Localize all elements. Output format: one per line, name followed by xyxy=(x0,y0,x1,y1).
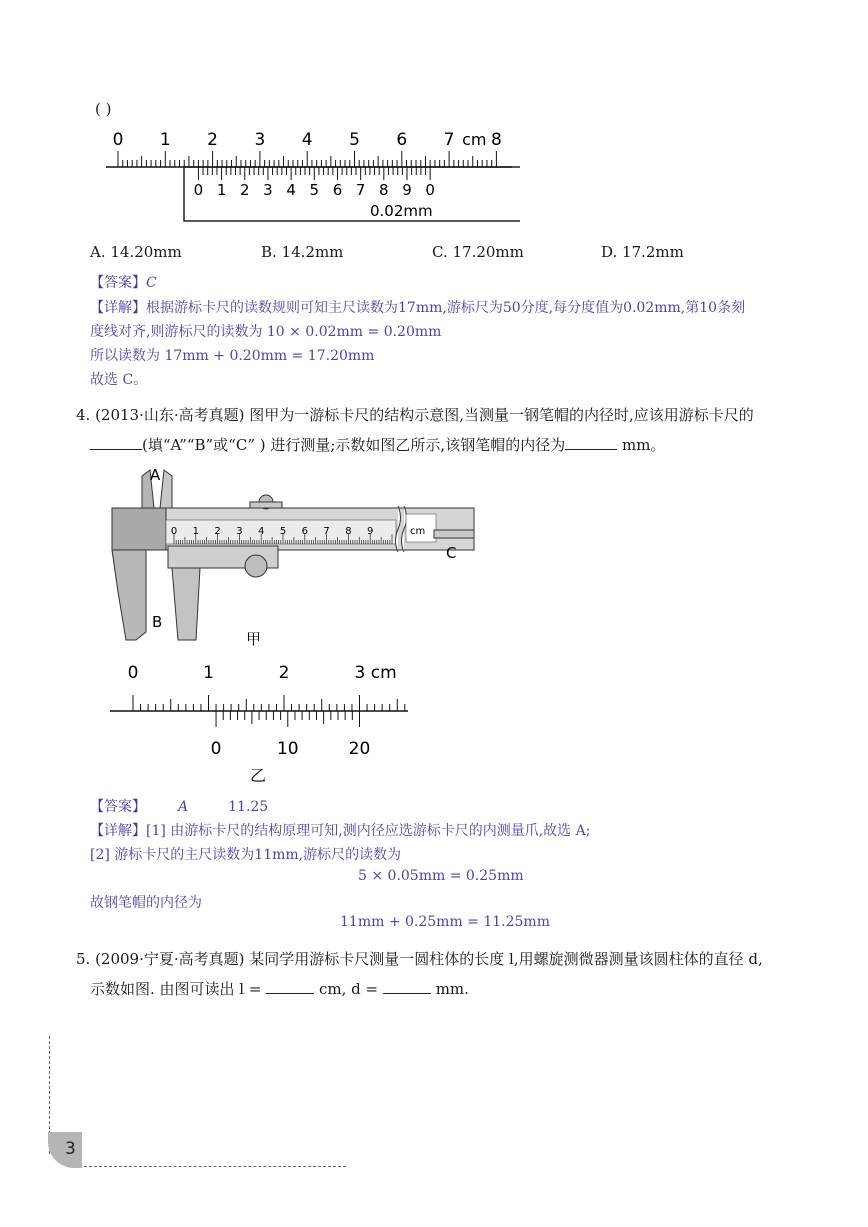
vernier-label: 0 xyxy=(210,739,222,759)
q4-detail-2: [2] 游标卡尺的主尺读数为11mm,游标尺的读数为 xyxy=(90,847,402,863)
vernier-diagram-q4 xyxy=(106,660,416,788)
q4-stem-line2 xyxy=(90,434,665,455)
answer-parentheses: ( ) xyxy=(95,100,112,118)
q3-answer xyxy=(90,272,157,292)
page-number: 3 xyxy=(65,1139,76,1159)
caliper-scale-label: 8 xyxy=(345,526,352,537)
vernier-label: 4 xyxy=(286,181,296,199)
main-scale-label: 1 xyxy=(159,130,171,150)
main-scale-label: 4 xyxy=(301,130,313,150)
main-scale-label: 2 xyxy=(278,663,290,683)
q3-detail-2: 度线对齐,则游标尺的读数为 10 × 0.02mm = 0.20mm xyxy=(90,324,442,340)
q5-stem-line2 xyxy=(90,978,469,999)
main-scale-label: 5 xyxy=(349,130,360,150)
main-scale-label: 1 xyxy=(203,663,214,683)
answer-tag: 【答案】 xyxy=(90,799,146,815)
q3-detail-4: 故选 C。 xyxy=(90,372,148,388)
answer-2: 11.25 xyxy=(228,799,269,815)
q3-detail-3: 所以读数为 17mm + 0.20mm = 17.20mm xyxy=(90,348,375,364)
caliper-scale-label: 7 xyxy=(323,526,330,537)
answer-1: A xyxy=(178,799,189,815)
blank-2[interactable] xyxy=(565,435,617,450)
caliper-figure xyxy=(106,462,486,647)
label-a: A xyxy=(150,466,161,484)
vernier-diagram-q3 xyxy=(100,126,520,226)
option-c[interactable]: C. 17.20mm xyxy=(432,243,524,261)
caliper-scale-label: 6 xyxy=(301,526,308,537)
main-scale-label: 6 xyxy=(396,130,408,150)
q5-stem-line1: 5. (2009·宁夏·高考真题) 某同学用游标卡尺测量一圆柱体的长度 l,用螺旋测微器测量该圆柱体的直径 d, xyxy=(76,950,763,968)
main-scale-label: 3 xyxy=(254,130,266,150)
detail-tag: 【详解】 xyxy=(90,300,146,316)
caliper-scale-label: 1 xyxy=(192,526,199,537)
label-c: C xyxy=(446,544,457,562)
vernier-label: 8 xyxy=(379,181,389,199)
caliper-scale-label: 9 xyxy=(367,526,374,537)
main-scale-label: 7 xyxy=(443,130,455,150)
main-scale-label: 3 cm xyxy=(354,663,397,683)
q4-detail-1 xyxy=(90,820,590,840)
q4-stem-mid: (填“A”“B”或“C” ) 进行测量;示数如图乙所示,该钢笔帽的内径为 xyxy=(142,436,566,454)
vernier-label: 5 xyxy=(309,181,320,199)
blank-d[interactable] xyxy=(383,979,431,994)
answer-value: C xyxy=(146,275,157,291)
vernier-label: 2 xyxy=(239,181,250,199)
q4-detail-3: 故钢笔帽的内径为 xyxy=(90,895,202,911)
footer-dashed-line xyxy=(84,1166,346,1167)
vernier-label: 0 xyxy=(193,181,204,199)
q4-stem-end: mm。 xyxy=(621,436,666,454)
answer-tag: 【答案】 xyxy=(90,275,146,291)
vernier-label: 9 xyxy=(402,181,412,199)
blank-l[interactable] xyxy=(266,979,314,994)
main-scale-label: 0 xyxy=(112,130,124,150)
precision-label: 0.02mm xyxy=(370,202,433,220)
caliper-scale-label: 2 xyxy=(214,526,221,537)
caliper-scale-label: 4 xyxy=(258,526,265,537)
q5-stem-mid: cm, d = xyxy=(319,980,379,998)
detail-text: [1] 由游标卡尺的结构原理可知,测内径应选游标卡尺的内测量爪,故选 A; xyxy=(146,823,591,839)
page-number-badge xyxy=(48,1132,82,1168)
detail-text: 根据游标卡尺的读数规则可知主尺读数为17mm,游标尺为50分度,每分度值为0.02mm,第10条刻 xyxy=(146,300,746,316)
q4-stem-line1: 4. (2013·山东·高考真题) 图甲为一游标卡尺的结构示意图,当测量一钢笔帽的内径时,应该用游标卡尺的 xyxy=(76,406,754,424)
detail-tag: 【详解】 xyxy=(90,823,146,839)
unit-label: cm xyxy=(462,130,487,149)
cm-mark: cm xyxy=(410,526,426,537)
figure-caption-jia: 甲 xyxy=(246,630,262,647)
option-b[interactable]: B. 14.2mm xyxy=(261,243,344,261)
vernier-label: 6 xyxy=(332,181,343,199)
main-scale-label: 2 xyxy=(207,130,219,150)
vernier-label: 0 xyxy=(425,181,435,199)
q4-detail-eq2: 11mm + 0.25mm = 11.25mm xyxy=(340,914,550,930)
caliper-scale-label: 0 xyxy=(170,526,178,537)
q4-answer xyxy=(90,796,268,816)
option-a[interactable]: A. 14.20mm xyxy=(90,243,182,261)
main-scale-label: 0 xyxy=(127,663,139,683)
vernier-label: 20 xyxy=(348,739,371,759)
caliper-scale-label: 3 xyxy=(236,526,243,537)
q4-detail-eq1: 5 × 0.05mm = 0.25mm xyxy=(358,868,524,884)
vernier-label: 1 xyxy=(216,181,227,199)
main-scale-label: 8 xyxy=(490,130,502,150)
option-d[interactable]: D. 17.2mm xyxy=(601,243,684,261)
q5-stem-start: 示数如图. 由图可读出 l = xyxy=(90,980,262,998)
vernier-label: 10 xyxy=(276,739,299,759)
caliper-scale-label: 5 xyxy=(279,526,287,537)
figure-caption-yi: 乙 xyxy=(249,766,267,785)
label-b: B xyxy=(152,613,163,631)
vernier-label: 3 xyxy=(263,181,273,199)
blank-1[interactable] xyxy=(90,435,142,450)
vernier-label: 7 xyxy=(355,181,366,199)
q3-detail-1 xyxy=(90,297,745,317)
q5-stem-end: mm. xyxy=(435,980,469,998)
